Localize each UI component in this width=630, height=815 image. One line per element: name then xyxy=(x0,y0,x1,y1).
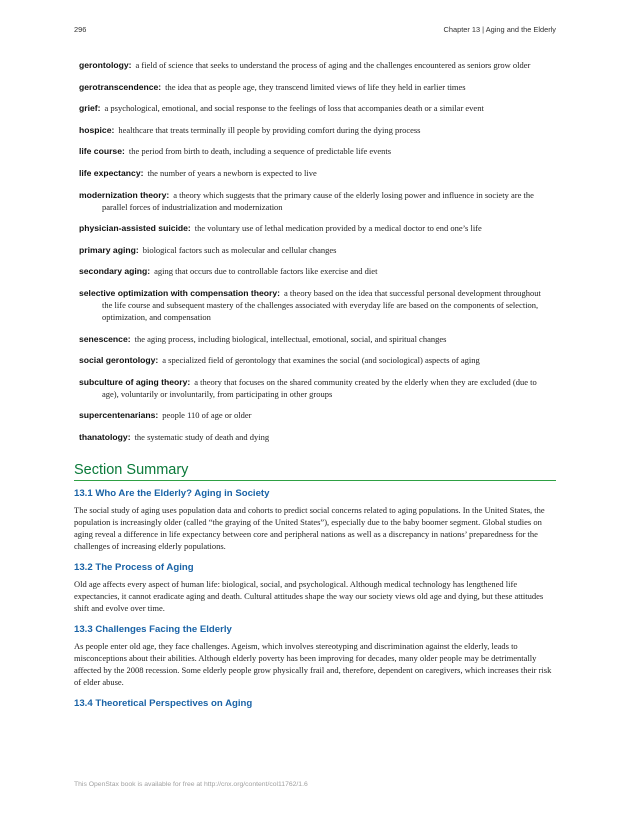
glossary-definition: a field of science that seeks to understand the process of aging and the challenges encountered as seniors grow older xyxy=(135,60,531,70)
glossary-entry xyxy=(79,376,549,400)
summary-subheading: 13.1 Who Are the Elderly? Aging in Society xyxy=(74,488,270,499)
section-summary xyxy=(74,488,556,714)
glossary-definition: a specialized field of gerontology that examines the social (and sociological) aspects of aging xyxy=(162,355,480,366)
glossary-entry xyxy=(79,59,549,71)
glossary-term: selective optimization with compensation theory: xyxy=(79,287,281,298)
glossary-term: thanatology: xyxy=(79,431,131,442)
glossary-entry xyxy=(79,167,549,179)
section-summary-title: Section Summary xyxy=(74,462,556,481)
glossary-definition: the period from birth to death, including a sequence of predictable life events xyxy=(128,146,392,157)
glossary-definition: aging that occurs due to controllable factors like exercise and diet xyxy=(154,266,378,277)
glossary-term: hospice: xyxy=(79,124,115,135)
glossary-definition: a theory which suggests that the primary cause of the elderly losing power and influence in society are the parallel forces of industrialization and modernization xyxy=(102,189,534,212)
glossary-entry xyxy=(79,287,549,323)
glossary-entry xyxy=(79,102,549,114)
summary-subheading: 13.3 Challenges Facing the Elderly xyxy=(74,624,232,635)
footer-note: This OpenStax book is available for free at http://cnx.org/content/col11762/1.6 xyxy=(74,781,308,788)
glossary-entry xyxy=(79,244,549,256)
glossary-term: gerontology: xyxy=(79,60,132,70)
glossary-entry xyxy=(79,222,549,234)
summary-paragraph: As people enter old age, they face challenges. Ageism, which involves stereotyping and discrimination against the elderly, leads to misconceptions about their abilities. Although elderly poverty has been improving for decades, many older people may be detrimentally affected by the 2008 recession. Some elderly people grow physically frail and, therefore, dependent on caregivers, which increases their risk of elder abuse. xyxy=(74,641,552,687)
glossary-entry xyxy=(79,265,549,277)
glossary-term: secondary aging: xyxy=(79,266,151,277)
glossary-definition: a theory that focuses on the shared community created by the elderly when they are excluded (due to age), voluntarily or involuntarily, from participating in other groups xyxy=(102,376,537,399)
glossary-entry xyxy=(79,189,549,213)
glossary-entry xyxy=(79,145,549,157)
glossary-term: supercentenarians: xyxy=(79,410,159,421)
glossary-definition: biological factors such as molecular and cellular changes xyxy=(142,244,337,255)
summary-subheading: 13.2 The Process of Aging xyxy=(74,562,194,573)
glossary-definition: healthcare that treats terminally ill people by providing comfort during the dying process xyxy=(118,124,421,135)
page-number: 296 xyxy=(74,25,87,34)
glossary-term: life course: xyxy=(79,146,125,157)
glossary-definition: the voluntary use of lethal medication provided by a medical doctor to end one’s life xyxy=(194,223,482,234)
glossary-term: gerotranscendence: xyxy=(79,81,162,92)
glossary-term: primary aging: xyxy=(79,244,139,255)
glossary-definition: the aging process, including biological, intellectual, emotional, social, and spiritual changes xyxy=(134,333,447,344)
glossary-entry xyxy=(79,354,549,366)
glossary-definition: a theory based on the idea that successful personal development throughout the life course and subsequent mastery of the challenges associated with everyday life are based on the components of selection, optimization, and compensation xyxy=(102,287,541,322)
glossary-term: physician-assisted suicide: xyxy=(79,223,191,234)
summary-paragraph: Old age affects every aspect of human life: biological, social, and psychological. Although medical technology has lengthened life expectancies, it cannot eradicate aging and death. Cultural attitudes shape the way our society views old age and dying, but these attitudes shift and evolve over time. xyxy=(74,579,544,613)
glossary-entry xyxy=(79,431,549,443)
glossary-definition: the idea that as people age, they transcend limited views of life they held in earlier times xyxy=(165,81,466,92)
summary-subheading: 13.4 Theoretical Perspectives on Aging xyxy=(74,698,253,709)
chapter-header: Chapter 13 | Aging and the Elderly xyxy=(443,25,556,34)
glossary-entry xyxy=(79,81,549,93)
glossary-definition: the number of years a newborn is expected to live xyxy=(147,167,317,178)
glossary-term: senescence: xyxy=(79,333,131,344)
glossary-term: social gerontology: xyxy=(79,355,159,366)
glossary-entry xyxy=(79,124,549,136)
glossary-definition: people 110 of age or older xyxy=(162,410,252,421)
glossary-entry xyxy=(79,333,549,345)
glossary-list xyxy=(79,59,549,453)
glossary-entry xyxy=(79,409,549,421)
summary-paragraph: The social study of aging uses population data and cohorts to predict social concerns related to aging populations. In the United States, the population is increasingly older (called “the graying of the United States”), especially due to the baby boomer segment. Global studies on aging reveal a difference in life expectancy between core and peripheral nations as well as a discrepancy in nations’ preparedness for the challenges of increasing elderly populations. xyxy=(74,505,545,551)
glossary-term: life expectancy: xyxy=(79,167,144,178)
glossary-term: subculture of aging theory: xyxy=(79,376,191,387)
glossary-definition: a psychological, emotional, and social response to the feelings of loss that accompanies death or a similar event xyxy=(104,103,484,114)
glossary-term: modernization theory: xyxy=(79,189,170,200)
glossary-definition: the systematic study of death and dying xyxy=(134,431,270,442)
glossary-term: grief: xyxy=(79,103,101,114)
